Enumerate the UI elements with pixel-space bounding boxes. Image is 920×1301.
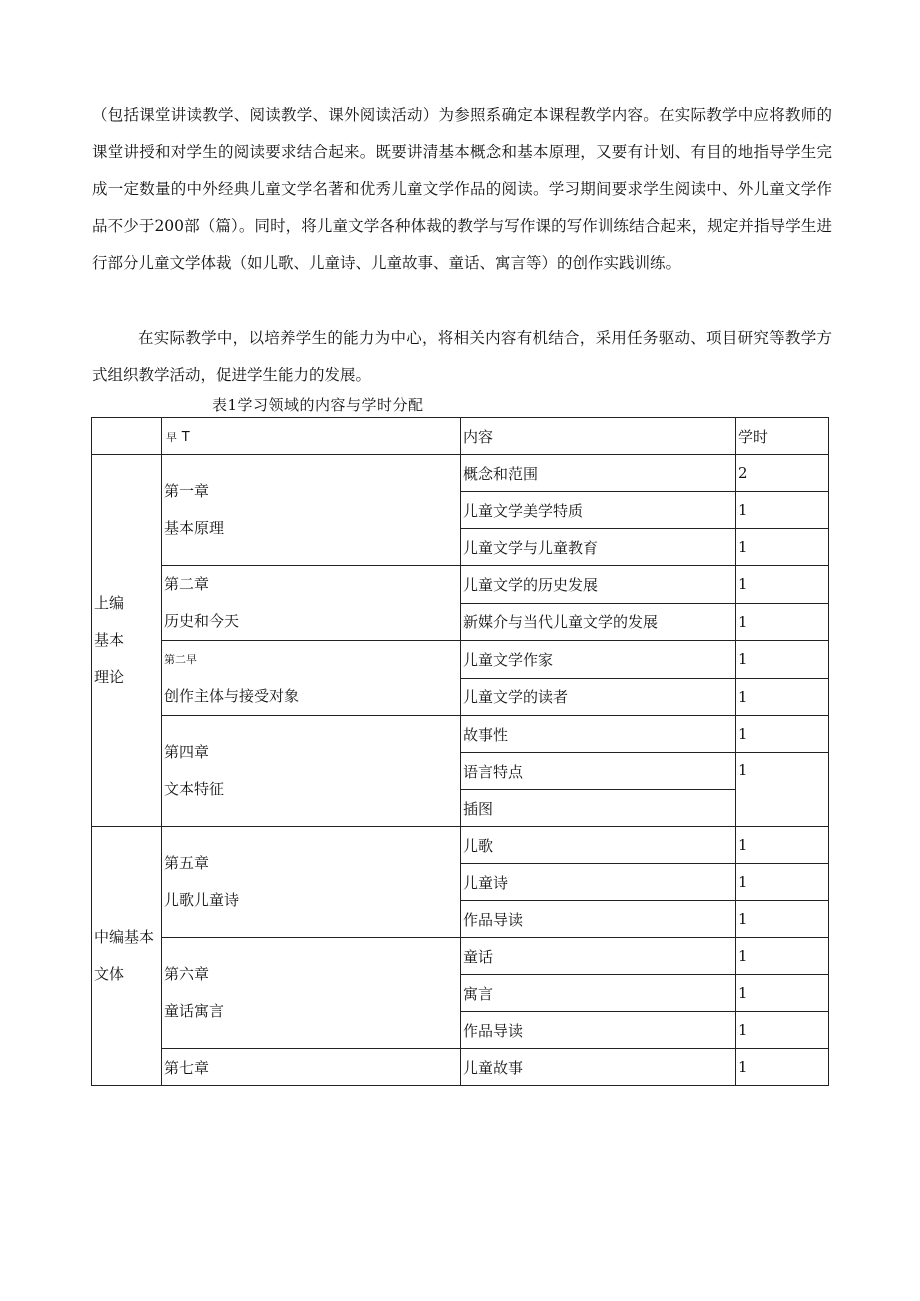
paragraph-teaching-method: 在实际教学中，以培养学生的能力为中心，将相关内容有机结合，采用任务驱动、项目研究等教学方式组织教学活动，促进学生能力的发展。 <box>92 329 832 384</box>
chapter-number: 第一章 <box>164 482 210 500</box>
chapter-title: 文本特征 <box>164 780 225 798</box>
chapter-title: 儿歌儿童诗 <box>164 891 240 909</box>
table-caption: 表1学习领域的内容与学时分配 <box>212 396 424 414</box>
hours-cell: 2 <box>736 455 829 492</box>
header-hours-cell: 学时 <box>736 418 829 455</box>
content-cell: 儿童文学美学特质 <box>461 492 736 529</box>
chapter-cell <box>162 641 461 716</box>
header-chapter-letter: T <box>181 430 190 445</box>
content-cell: 插图 <box>461 790 736 827</box>
content-hours-table <box>91 417 829 1086</box>
table-row <box>92 641 829 679</box>
chapter-title: 创作主体与接受对象 <box>164 687 300 705</box>
table-row <box>92 827 829 864</box>
chapter-number: 第七章 <box>164 1058 210 1077</box>
chapter-number: 第六章 <box>164 965 210 983</box>
hours-cell: 1 <box>736 566 829 604</box>
content-cell: 儿童文学的读者 <box>461 678 736 716</box>
content-cell: 儿童文学的历史发展 <box>461 566 736 604</box>
header-chapter-cell <box>162 418 461 455</box>
hours-cell: 1 <box>736 901 829 938</box>
content-cell: 寓言 <box>461 975 736 1012</box>
hours-cell: 1 <box>736 938 829 975</box>
table-header-row <box>92 418 829 455</box>
hours-cell: 1 <box>736 975 829 1012</box>
hours-cell: 1 <box>736 716 829 753</box>
chapter-cell <box>162 938 461 1049</box>
chapter-number: 第二早 <box>164 653 197 666</box>
hours-cell: 1 <box>736 1049 829 1086</box>
chapter-cell <box>162 566 461 641</box>
hours-cell: 1 <box>736 492 829 529</box>
hours-cell: 1 <box>736 603 829 641</box>
hours-cell: 1 <box>736 1012 829 1049</box>
content-cell: 故事性 <box>461 716 736 753</box>
content-cell: 概念和范围 <box>461 455 736 492</box>
content-cell: 儿歌 <box>461 827 736 864</box>
header-group-cell <box>92 418 162 455</box>
table-row <box>92 938 829 975</box>
table-row <box>92 566 829 604</box>
content-cell: 儿童文学与儿童教育 <box>461 529 736 566</box>
group-cell-upper <box>92 455 162 827</box>
chapter-number: 第二章 <box>164 575 210 593</box>
group-label-line: 中编基本 <box>94 928 155 946</box>
chapter-cell <box>162 455 461 566</box>
content-cell: 作品导读 <box>461 901 736 938</box>
table-row <box>92 1049 829 1086</box>
hours-cell: 1 <box>736 678 829 716</box>
header-content-cell: 内容 <box>461 418 736 455</box>
group-label-line: 理论 <box>94 668 125 686</box>
table-row <box>92 716 829 753</box>
group-label-line: 文体 <box>94 965 125 983</box>
hours-cell: 1 <box>736 753 829 827</box>
chapter-title: 基本原理 <box>164 519 225 537</box>
group-label-line: 上编 <box>94 594 125 612</box>
chapter-cell <box>162 1049 461 1086</box>
chapter-number: 第五章 <box>164 854 210 872</box>
chapter-cell <box>162 827 461 938</box>
content-cell: 作品导读 <box>461 1012 736 1049</box>
group-label-line: 基本 <box>94 631 125 649</box>
content-cell: 新媒介与当代儿童文学的发展 <box>461 603 736 641</box>
chapter-cell <box>162 716 461 827</box>
content-cell: 语言特点 <box>461 753 736 790</box>
content-cell: 儿童故事 <box>461 1049 736 1086</box>
paragraph-teaching-content: （包括课堂讲读教学、阅读教学、课外阅读活动）为参照系确定本课程教学内容。在实际教学中应将教师的课堂讲授和对学生的阅读要求结合起来。既要讲清基本概念和基本原理，又要有计划、有目的地指导学生完成一定数量的中外经典儿童文学名著和优秀儿童文学作品的阅读。学习期间要求学生阅读中、外儿童文学作品不少于200部（篇）。同时，将儿童文学各种体裁的教学与写作课的写作训练结合起来，规定并指导学生进行部分儿童文学体裁（如儿歌、儿童诗、儿童故事、童话、寓言等）的创作实践训练。 <box>92 106 832 272</box>
hours-cell: 1 <box>736 827 829 864</box>
content-cell: 童话 <box>461 938 736 975</box>
header-chapter-char: 早 <box>166 431 177 444</box>
hours-cell: 1 <box>736 864 829 901</box>
chapter-title: 童话寓言 <box>164 1002 225 1020</box>
chapter-title: 历史和今天 <box>164 612 240 630</box>
hours-cell: 1 <box>736 529 829 566</box>
chapter-number: 第四章 <box>164 743 210 761</box>
group-cell-middle <box>92 827 162 1086</box>
content-cell: 儿童文学作家 <box>461 641 736 679</box>
table-row <box>92 455 829 492</box>
content-cell: 儿童诗 <box>461 864 736 901</box>
hours-cell: 1 <box>736 641 829 679</box>
